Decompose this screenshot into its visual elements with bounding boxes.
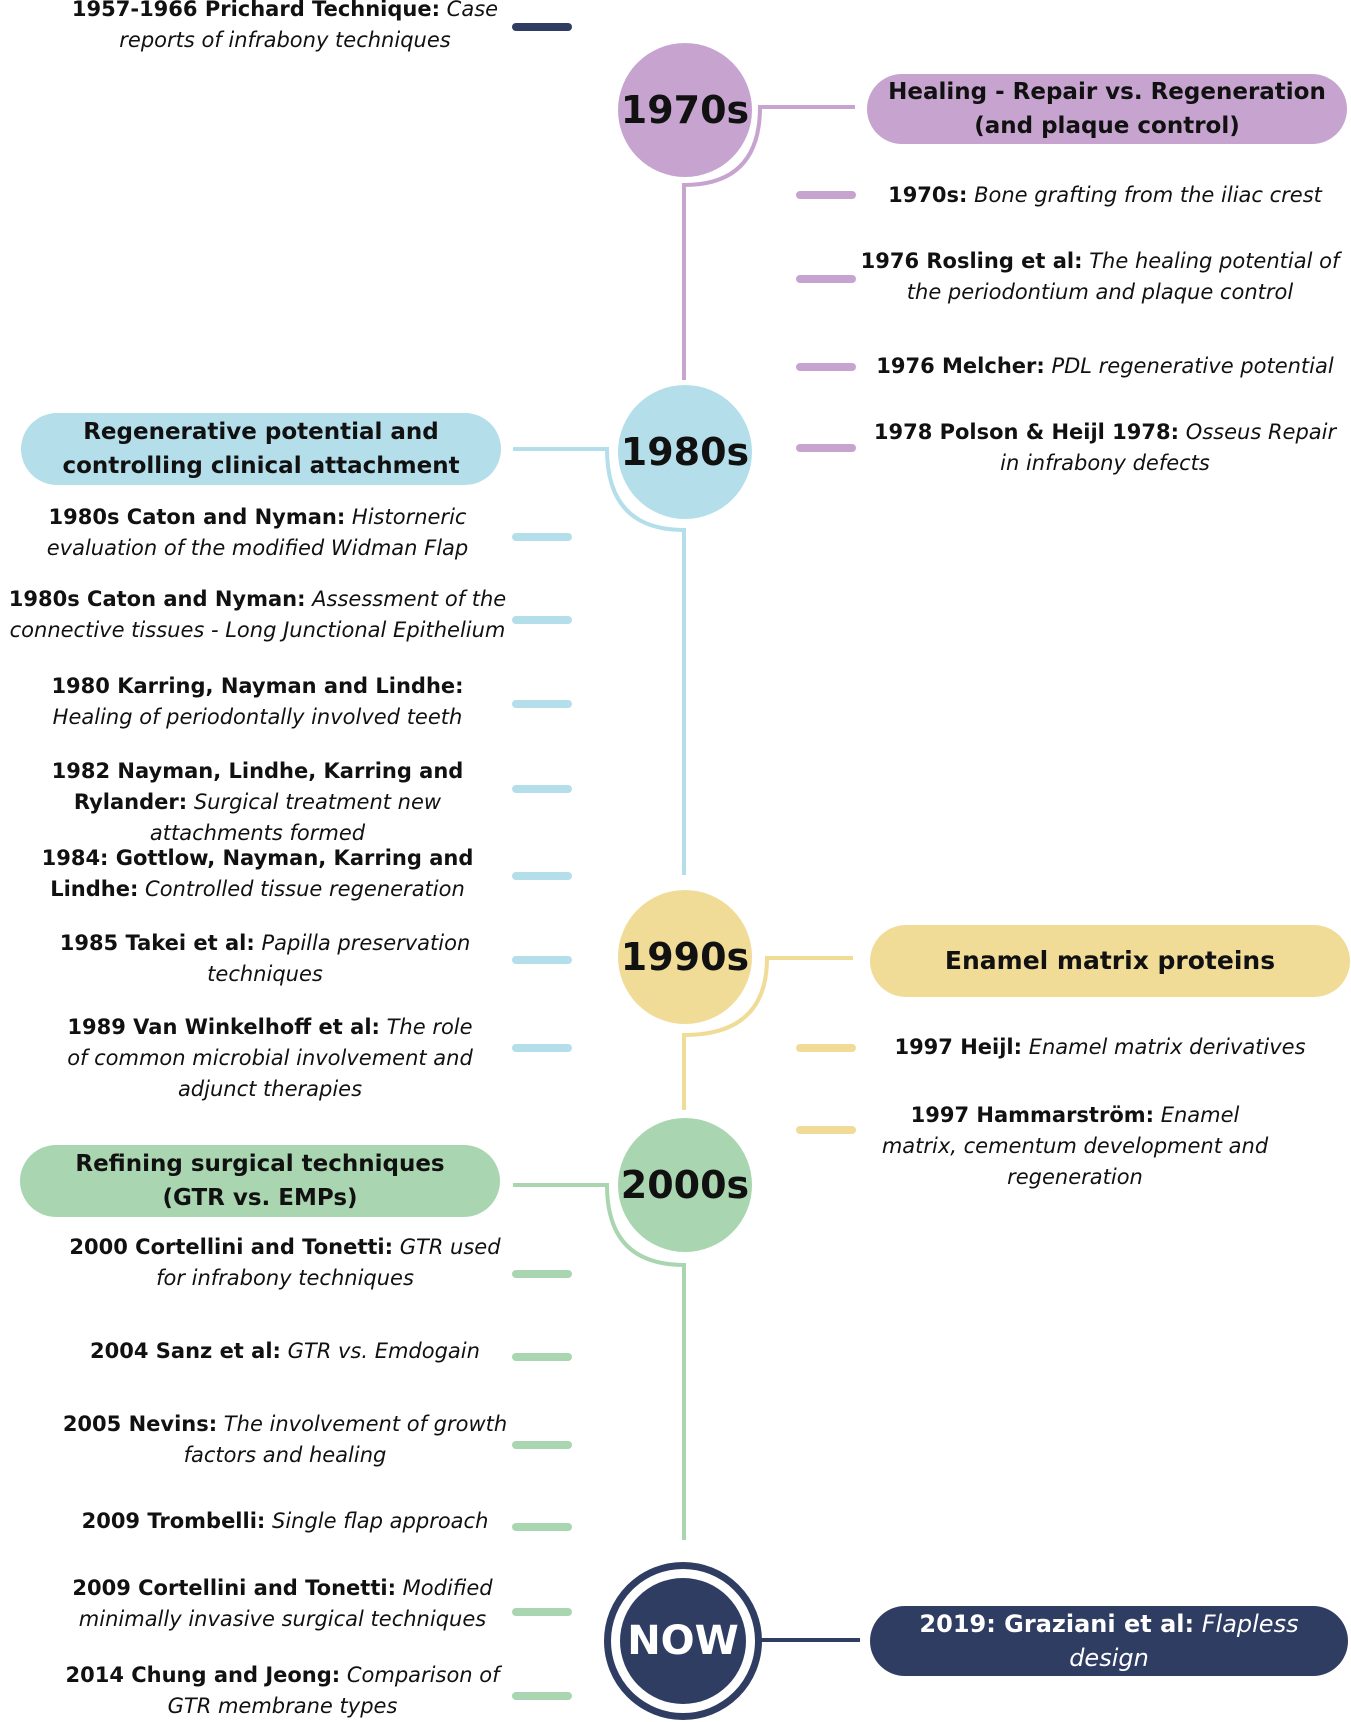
event-italic: Case reports of infrabony techniques [119, 0, 499, 52]
event-italic: Controlled tissue regeneration [138, 877, 465, 901]
event-bold: 2000 Cortellini and Tonetti: [69, 1235, 394, 1259]
event-dash [512, 616, 572, 624]
event-dash [512, 1523, 572, 1531]
era-label-2000s: 2000s [620, 1163, 750, 1207]
event-italic: Historneric evaluation of the modified Widman Flap [46, 505, 469, 560]
theme-1980s-line1: Regenerative potential and [83, 419, 439, 445]
event-karring [10, 671, 505, 733]
event-cortellini-2000 [60, 1232, 510, 1294]
event-italic: Papilla preservation techniques [207, 931, 471, 986]
event-bold: 1985 Takei et al: [59, 931, 255, 955]
event-bold: 1957-1966 Prichard Technique: [71, 0, 440, 21]
event-heijl-1997 [860, 1032, 1340, 1063]
theme-2000s-line2: (GTR vs. EMPs) [162, 1185, 358, 1211]
era-circle-1970s [618, 43, 752, 177]
event-bone-grafting [860, 180, 1350, 211]
event-bold: 1970s: [888, 183, 968, 207]
event-hammarstrom [870, 1100, 1280, 1193]
event-italic: The healing potential of the periodontium and plaque control [906, 249, 1340, 304]
theme-1990s-line1: Enamel matrix proteins [944, 946, 1276, 975]
event-cortellini-2009 [60, 1573, 505, 1635]
event-bold: 1978 Polson & Heijl 1978: [873, 420, 1180, 444]
event-chung-jeong [60, 1660, 505, 1722]
event-italic: Assessment of the connective tissues - Long Junctional Epithelium [9, 587, 507, 642]
event-van-winkelhoff [55, 1012, 485, 1105]
event-italic: PDL regenerative potential [1044, 354, 1334, 378]
event-bold: 2014 Chung and Jeong: [65, 1663, 341, 1687]
event-dash [796, 1126, 856, 1134]
event-bold: 2004 Sanz et al: [90, 1339, 281, 1363]
event-prichard [70, 0, 500, 56]
event-nevins [60, 1409, 510, 1471]
event-bold: 2009 Trombelli: [81, 1509, 266, 1533]
event-dash [512, 1608, 572, 1616]
era-label-1980s: 1980s [620, 430, 750, 474]
event-dash [512, 533, 572, 541]
event-dash [512, 956, 572, 964]
event-bold: 1976 Rosling et al: [860, 249, 1083, 273]
event-italic: Modified minimally invasive surgical techniques [78, 1576, 493, 1631]
event-italic: Surgical treatment new attachments formed [149, 790, 442, 845]
event-gottlow [10, 843, 505, 905]
event-dash [512, 1044, 572, 1052]
event-takei [50, 928, 480, 990]
event-bold: 1984: Gottlow, Nayman, Karring and Lindhe: [41, 846, 474, 901]
event-dash [796, 275, 856, 283]
event-bold: 1989 Van Winkelhoff et al: [67, 1015, 380, 1039]
event-dash [796, 444, 856, 452]
event-polson-heijl [865, 417, 1345, 479]
theme-pill-now [870, 1606, 1348, 1676]
event-italic: Enamel matrix derivatives [1022, 1035, 1306, 1059]
event-italic: GTR vs. Emdogain [280, 1339, 480, 1363]
event-dash [796, 1044, 856, 1052]
event-bold: 1980s Caton and Nyman: [8, 587, 306, 611]
event-bold: 1982 Nayman, Lindhe, Karring and Rylander: [51, 759, 464, 814]
event-italic: Single flap approach [265, 1509, 489, 1533]
event-italic: The role of common microbial involvement and adjunct therapies [67, 1015, 473, 1101]
event-dash [512, 1270, 572, 1278]
era-circle-1980s [618, 385, 752, 519]
event-italic: Bone grafting from the iliac crest [967, 183, 1322, 207]
theme-1980s-line2: controlling clinical attachment [62, 453, 460, 479]
event-sanz [60, 1336, 510, 1367]
event-caton-nyman-2 [0, 584, 515, 646]
era-label-now: NOW [627, 1618, 739, 1664]
event-italic: Osseus Repair in infrabony defects [1000, 420, 1337, 475]
event-bold: 1980 Karring, Nayman and Lindhe: [51, 674, 464, 698]
theme-pill-1980s [21, 413, 501, 485]
era-circle-1990s [618, 890, 752, 1024]
theme-1970s-line1: Healing - Repair vs. Regeneration [888, 79, 1326, 105]
theme-1970s-line2: (and plaque control) [974, 113, 1240, 139]
event-italic: GTR used for infrabony techniques [156, 1235, 501, 1290]
event-caton-nyman-1 [30, 502, 485, 564]
era-label-1970s: 1970s [620, 88, 750, 132]
event-bold: 1976 Melcher: [876, 354, 1045, 378]
era-circle-now [604, 1562, 762, 1720]
event-dash [512, 1692, 572, 1700]
event-dash [512, 1353, 572, 1361]
event-bold: 1997 Heijl: [894, 1035, 1023, 1059]
event-nayman [10, 756, 505, 849]
event-bold: 1980s Caton and Nyman: [48, 505, 346, 529]
theme-now-italic: Flapless design [1069, 1610, 1299, 1672]
event-dash [512, 785, 572, 793]
theme-now-bold: 2019: Graziani et al: [919, 1610, 1195, 1638]
theme-pill-2000s [20, 1145, 500, 1217]
event-dash [512, 23, 572, 31]
event-trombelli [60, 1506, 510, 1537]
event-dash [512, 700, 572, 708]
theme-2000s-line1: Refining surgical techniques [75, 1151, 445, 1177]
era-circle-2000s [618, 1118, 752, 1252]
event-bold: 1997 Hammarström: [910, 1103, 1155, 1127]
event-melcher [860, 351, 1350, 382]
event-dash [512, 872, 572, 880]
event-rosling [860, 246, 1340, 308]
event-italic: Healing of periodontally involved teeth [52, 705, 463, 729]
event-italic: Enamel matrix, cementum development and regeneration [881, 1103, 1269, 1189]
era-label-1990s: 1990s [620, 935, 750, 979]
theme-pill-1970s [867, 74, 1347, 144]
event-italic: Comparison of GTR membrane types [167, 1663, 500, 1718]
theme-pill-1990s [870, 925, 1350, 997]
event-italic: The involvement of growth factors and healing [183, 1412, 508, 1467]
event-bold: 2009 Cortellini and Tonetti: [72, 1576, 396, 1600]
event-dash [512, 1441, 572, 1449]
event-bold: 2005 Nevins: [62, 1412, 218, 1436]
event-dash [796, 363, 856, 371]
event-dash [796, 191, 856, 199]
